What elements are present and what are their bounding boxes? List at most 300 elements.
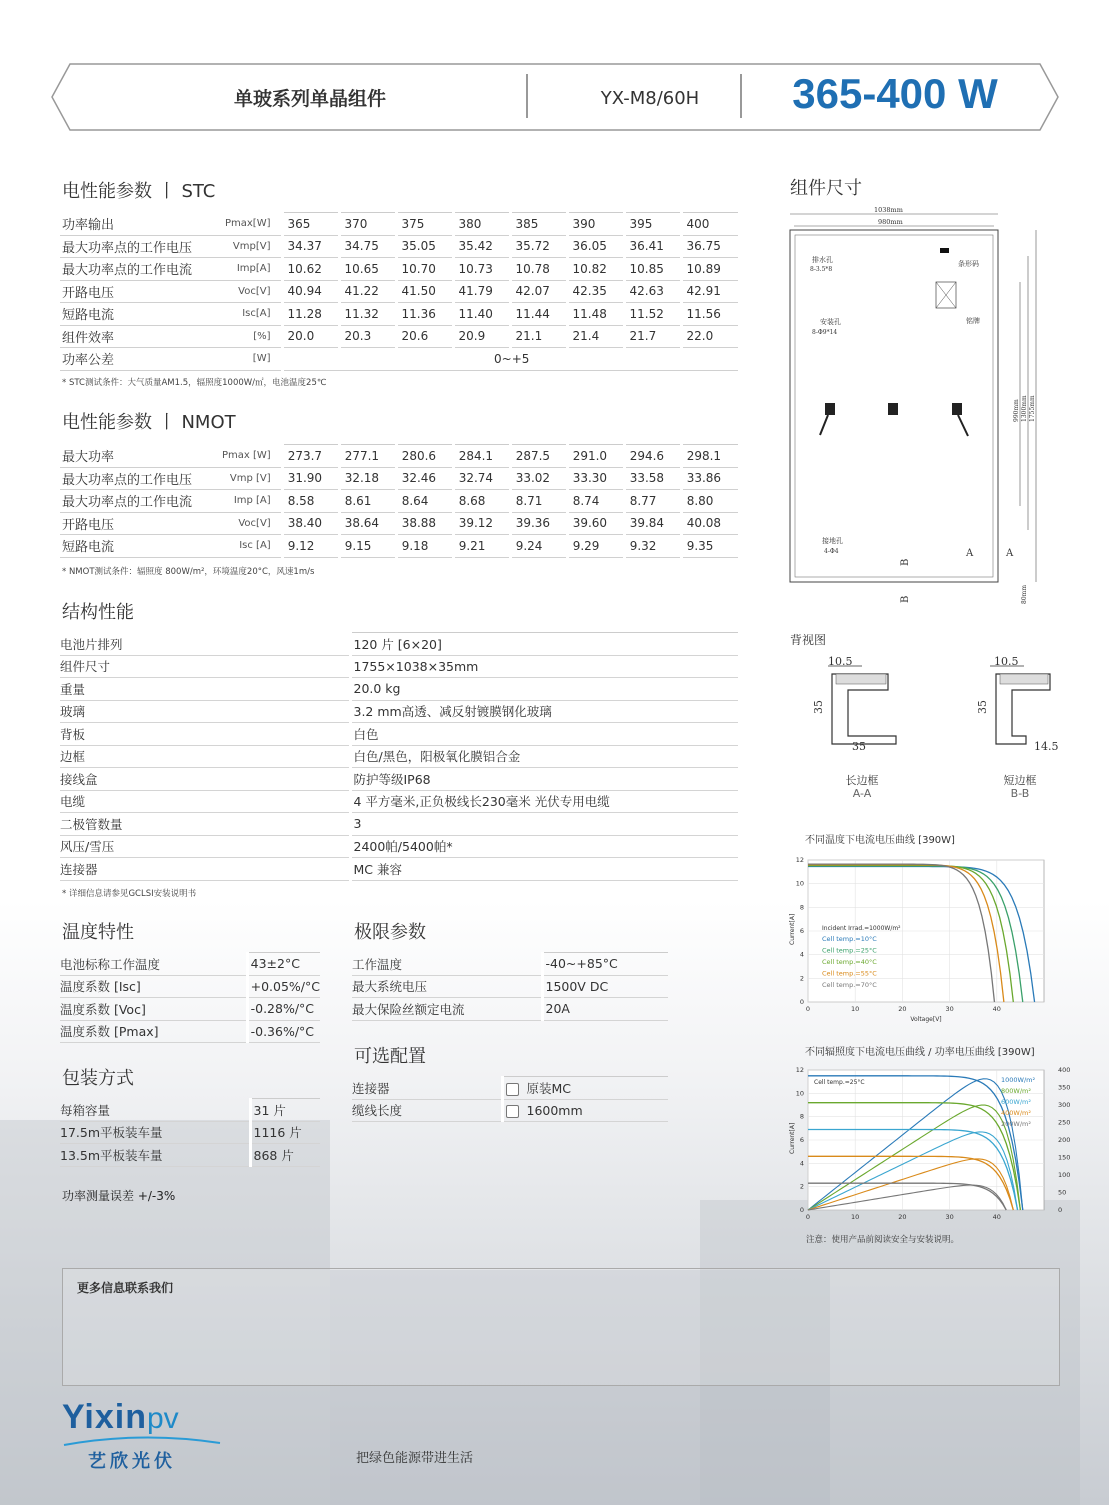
row-value: 38.88 xyxy=(396,512,453,535)
legend-entry: 600W/m² xyxy=(1001,1098,1031,1106)
row-value: 370 xyxy=(339,213,396,236)
mount-spec: 8-Φ9*14 xyxy=(812,329,838,336)
row-label: 最大功率点的工作电压 xyxy=(60,235,220,258)
kv-value: 3.2 mm高透、减反射镀膜钢化玻璃 xyxy=(353,704,552,720)
kv-value-cell xyxy=(350,745,738,768)
row-value: 9.18 xyxy=(396,535,453,558)
model-number: YX-M8/60H xyxy=(600,88,700,109)
row-label: 最大功率 xyxy=(60,445,220,468)
inner-width-label: 980mm xyxy=(878,218,903,226)
long-frame-sub: A-A xyxy=(852,787,872,800)
width-label: 1038mm xyxy=(874,206,903,214)
row-value: 10.78 xyxy=(510,258,567,281)
row-unit: Vmp [V] xyxy=(220,467,282,490)
kv-row xyxy=(352,975,668,998)
kv-value: 1500V DC xyxy=(545,978,609,994)
kv-value: 31 片 xyxy=(253,1102,286,1118)
long-frame-height: 35 xyxy=(812,700,825,714)
tolerance-value: 0~+5 xyxy=(282,348,738,371)
row-unit: Voc[V] xyxy=(220,280,282,303)
row-value: 375 xyxy=(396,213,453,236)
row-value: 395 xyxy=(624,213,681,236)
row-value: 40.08 xyxy=(681,512,738,535)
y2-tick-label: 350 xyxy=(1058,1083,1071,1092)
kv-value-cell xyxy=(542,953,668,976)
row-value: 287.5 xyxy=(510,445,567,468)
row-value: 9.32 xyxy=(624,535,681,558)
spec-row xyxy=(60,213,738,236)
limits-table xyxy=(352,952,668,1021)
row-value: 298.1 xyxy=(681,445,738,468)
kv-row xyxy=(60,723,738,746)
kv-label: 温度系数 [Pmax] xyxy=(60,1020,247,1043)
row-unit: Pmax[W] xyxy=(220,213,282,236)
row-value: 32.18 xyxy=(339,467,396,490)
kv-label: 连接器 xyxy=(352,1077,502,1100)
logo-name: Yixin xyxy=(62,1398,147,1436)
row-unit: Imp[A] xyxy=(220,258,282,281)
kv-value: 20A xyxy=(545,1001,570,1017)
kv-row xyxy=(60,835,738,858)
x-tick-label: 0 xyxy=(805,1005,811,1013)
short-frame-width: 14.5 xyxy=(1034,740,1059,753)
kv-row xyxy=(352,998,668,1021)
row-value: 10.82 xyxy=(567,258,624,281)
y2-tick-label: 200 xyxy=(1058,1136,1071,1144)
options-title: 可选配置 xyxy=(354,1046,426,1067)
iv-irrad-chart xyxy=(780,1062,1080,1222)
drain-label: 排水孔 xyxy=(812,256,833,264)
kv-label: 温度系数 [Voc] xyxy=(60,998,247,1021)
row-value: 22.0 xyxy=(681,325,738,348)
y-tick-label: 6 xyxy=(799,1136,804,1144)
y-tick-label: 6 xyxy=(799,927,804,935)
y-tick-label: 4 xyxy=(799,1159,804,1168)
row-unit: Isc[A] xyxy=(220,303,282,326)
kv-value-cell xyxy=(350,790,738,813)
kv-value: 868 片 xyxy=(253,1147,294,1163)
junction-box xyxy=(888,403,898,415)
y-tick-label: 0 xyxy=(799,998,804,1006)
row-label: 短路电流 xyxy=(60,535,220,558)
logo-cn: 艺欣光伏 xyxy=(88,1451,176,1472)
row-value: 11.52 xyxy=(624,303,681,326)
kv-row xyxy=(60,1020,320,1043)
x-tick-label: 10 xyxy=(851,1213,860,1221)
kv-label: 二极管数量 xyxy=(60,813,350,836)
legend-entry: Cell temp.=40°C xyxy=(822,958,877,966)
kv-label: 背板 xyxy=(60,723,350,746)
kv-row xyxy=(60,768,738,791)
header-divider xyxy=(740,74,742,118)
kv-label: 最大保险丝额定电流 xyxy=(352,998,542,1021)
row-value: 41.22 xyxy=(339,280,396,303)
row-value: 11.56 xyxy=(681,303,738,326)
kv-value: 原装MC xyxy=(526,1080,572,1096)
row-label: 开路电压 xyxy=(60,512,220,535)
structure-table xyxy=(60,632,738,881)
module-dimension-drawing xyxy=(780,200,1080,615)
row-value: 41.50 xyxy=(396,280,453,303)
kv-label: 连接器 xyxy=(60,858,350,881)
row-value: 365 xyxy=(282,213,339,236)
row-label: 功率输出 xyxy=(60,213,220,236)
row-value: 42.35 xyxy=(567,280,624,303)
row-value: 38.40 xyxy=(282,512,339,535)
legend-title: Cell temp.=25°C xyxy=(814,1079,865,1086)
kv-value: -0.36%/°C xyxy=(250,1023,315,1039)
legend-entry: Cell temp.=25°C xyxy=(822,946,877,955)
drain-spec: 8-3.5*8 xyxy=(810,266,833,273)
kv-row xyxy=(60,1121,320,1144)
row-value: 36.05 xyxy=(567,235,624,258)
back-view-label: 背视图 xyxy=(790,633,827,647)
kv-row xyxy=(60,858,738,881)
spec-row xyxy=(60,235,738,258)
packaging-table xyxy=(60,1098,320,1167)
glass-layer xyxy=(1000,674,1048,684)
long-frame-profile xyxy=(832,674,896,744)
row-value: 390 xyxy=(567,213,624,236)
short-frame-label: 短边框 xyxy=(1003,774,1037,787)
row-value: 10.70 xyxy=(396,258,453,281)
row-unit: Voc[V] xyxy=(220,512,282,535)
structure-note: * 详细信息请参见GCLSI安装说明书 xyxy=(62,889,197,899)
row-value: 10.89 xyxy=(681,258,738,281)
x-axis-label: Voltage[V] xyxy=(910,1016,942,1023)
short-frame-dim-top: 10.5 xyxy=(994,655,1019,668)
ground-label: 接地孔 xyxy=(822,537,843,545)
y-tick-label: 4 xyxy=(799,950,804,959)
kv-label: 重量 xyxy=(60,678,350,701)
option-checkbox[interactable] xyxy=(506,1083,519,1096)
logo-suffix: pv xyxy=(147,1402,179,1435)
kv-value: 1116 片 xyxy=(253,1125,302,1141)
legend-entry: 800W/m² xyxy=(1001,1087,1031,1095)
iv-temp-chart-title: 不同温度下电流电压曲线 [390W] xyxy=(805,835,955,846)
structure-title: 结构性能 xyxy=(62,602,134,623)
kv-label: 电池片排列 xyxy=(60,633,350,656)
row-value: 41.79 xyxy=(453,280,510,303)
junction-box xyxy=(952,403,962,415)
row-value: 11.36 xyxy=(396,303,453,326)
header-divider xyxy=(526,74,528,118)
row-label: 开路电压 xyxy=(60,280,220,303)
nmot-title: 电性能参数 丨 NMOT xyxy=(62,412,236,433)
row-value: 42.63 xyxy=(624,280,681,303)
legend-entry: 200W/m² xyxy=(1001,1120,1031,1128)
legend-entry: 1000W/m² xyxy=(1001,1076,1036,1084)
kv-value-cell xyxy=(247,998,320,1021)
y2-tick-label: 400 xyxy=(1058,1066,1071,1074)
row-value: 9.21 xyxy=(453,535,510,558)
contact-box xyxy=(62,1268,1060,1386)
row-unit: Pmax [W] xyxy=(220,445,282,468)
short-frame-height: 35 xyxy=(976,700,989,714)
row-value: 20.6 xyxy=(396,325,453,348)
legend-title: Incident Irrad.=1000W/m² xyxy=(822,925,901,932)
section-b-mark: B xyxy=(900,558,911,566)
row-value: 9.12 xyxy=(282,535,339,558)
barcode-mark xyxy=(940,248,949,253)
row-value: 31.90 xyxy=(282,467,339,490)
kv-value: 1755×1038×35mm xyxy=(353,658,479,674)
dimensions-title: 组件尺寸 xyxy=(790,178,862,199)
row-value: 35.72 xyxy=(510,235,567,258)
kv-value: -0.28%/°C xyxy=(250,1001,315,1017)
measurement-tolerance: 功率测量误差 +/-3% xyxy=(62,1189,176,1203)
row-value: 39.12 xyxy=(453,512,510,535)
nmot-table xyxy=(60,444,738,558)
short-frame-section xyxy=(976,655,1059,753)
row-label: 最大功率点的工作电流 xyxy=(60,258,220,281)
row-value: 20.9 xyxy=(453,325,510,348)
row-value: 39.60 xyxy=(567,512,624,535)
row-value: 11.40 xyxy=(453,303,510,326)
short-frame-sub: B-B xyxy=(1010,787,1030,800)
long-frame-section xyxy=(812,655,896,753)
kv-value: 防护等级IP68 xyxy=(353,771,431,787)
row-value: 8.80 xyxy=(681,490,738,513)
row-value: 32.46 xyxy=(396,467,453,490)
kv-value-cell xyxy=(350,633,738,656)
legend-entry: Cell temp.=70°C xyxy=(822,981,877,989)
kv-value-cell xyxy=(350,858,738,881)
kv-value-cell xyxy=(542,975,668,998)
row-value: 9.35 xyxy=(681,535,738,558)
row-value: 36.41 xyxy=(624,235,681,258)
x-tick-label: 30 xyxy=(945,1005,954,1013)
row-value: 20.3 xyxy=(339,325,396,348)
kv-value-cell xyxy=(350,700,738,723)
mount-label: 安装孔 xyxy=(820,318,841,326)
spec-row xyxy=(60,445,738,468)
y2-tick-label: 250 xyxy=(1058,1118,1071,1127)
row-label: 最大功率点的工作电流 xyxy=(60,490,220,513)
kv-value-cell xyxy=(350,678,738,701)
y2-tick-label: 300 xyxy=(1058,1101,1071,1109)
row-value: 9.24 xyxy=(510,535,567,558)
legend-entry: Cell temp.=55°C xyxy=(822,969,877,978)
row-value: 284.1 xyxy=(453,445,510,468)
row-value: 38.64 xyxy=(339,512,396,535)
row-value: 33.58 xyxy=(624,467,681,490)
row-value: 10.65 xyxy=(339,258,396,281)
row-value: 400 xyxy=(681,213,738,236)
kv-row xyxy=(60,700,738,723)
limits-title: 极限参数 xyxy=(354,922,426,943)
mount-dist-label: 1300mm xyxy=(1021,395,1028,422)
kv-value: 白色 xyxy=(353,726,379,742)
x-tick-label: 40 xyxy=(992,1005,1001,1013)
row-value: 9.15 xyxy=(339,535,396,558)
section-b-mark: B xyxy=(900,595,911,603)
kv-row xyxy=(60,813,738,836)
kv-row xyxy=(60,1099,320,1122)
kv-row xyxy=(352,1077,668,1100)
row-value: 35.05 xyxy=(396,235,453,258)
x-tick-label: 20 xyxy=(898,1213,907,1221)
row-value: 11.44 xyxy=(510,303,567,326)
nmot-note: * NMOT测试条件：辐照度 800W/m²，环境温度20°C，风速1m/s xyxy=(62,567,315,577)
row-unit: Vmp[V] xyxy=(220,235,282,258)
kv-row xyxy=(60,655,738,678)
stc-title: 电性能参数 丨 STC xyxy=(62,181,216,202)
kv-label: 工作温度 xyxy=(352,953,542,976)
row-value: 8.64 xyxy=(396,490,453,513)
row-value: 8.71 xyxy=(510,490,567,513)
kv-value: 2400帕/5400帕* xyxy=(353,839,453,855)
kv-value: 20.0 kg xyxy=(353,681,401,697)
row-value: 291.0 xyxy=(567,445,624,468)
row-label: 短路电流 xyxy=(60,303,220,326)
power-range: 365-400 W xyxy=(792,70,998,117)
kv-value: 43±2°C xyxy=(250,956,300,972)
long-frame-dim-top: 10.5 xyxy=(828,655,853,668)
y-axis-label: Current[A] xyxy=(789,913,796,945)
y2-tick-label: 50 xyxy=(1058,1188,1067,1197)
kv-label: 风压/雪压 xyxy=(60,835,350,858)
y-tick-label: 8 xyxy=(799,1112,804,1121)
kv-value-cell xyxy=(247,953,320,976)
contact-title: 更多信息联系我们 xyxy=(77,1281,174,1295)
row-value: 32.74 xyxy=(453,467,510,490)
row-value: 21.4 xyxy=(567,325,624,348)
row-value: 42.07 xyxy=(510,280,567,303)
chart-note: 注意：使用产品前阅读安全与安装说明。 xyxy=(806,1235,960,1245)
row-label: 最大功率点的工作电压 xyxy=(60,467,220,490)
kv-row xyxy=(60,745,738,768)
row-unit: [%] xyxy=(220,325,282,348)
kv-row xyxy=(60,975,320,998)
y-tick-label: 10 xyxy=(795,1089,804,1098)
kv-value-cell xyxy=(502,1099,668,1122)
iv-temp-chart xyxy=(780,850,1070,1030)
y-axis-label: Current[A] xyxy=(789,1122,796,1154)
options-table xyxy=(352,1076,668,1122)
row-value: 11.28 xyxy=(282,303,339,326)
row-value: 11.32 xyxy=(339,303,396,326)
spec-row xyxy=(60,490,738,513)
kv-value: +0.05%/°C xyxy=(250,978,320,994)
row-value: 8.74 xyxy=(567,490,624,513)
kv-label: 温度系数 [Isc] xyxy=(60,975,247,998)
short-frame-profile xyxy=(996,674,1050,744)
kv-value-cell xyxy=(350,655,738,678)
kv-row xyxy=(352,953,668,976)
row-value: 35.42 xyxy=(453,235,510,258)
kv-value-cell xyxy=(350,723,738,746)
kv-label: 接线盒 xyxy=(60,768,350,791)
kv-row xyxy=(60,998,320,1021)
row-unit: [W] xyxy=(220,348,282,371)
row-value: 36.75 xyxy=(681,235,738,258)
spec-row xyxy=(60,280,738,303)
row-value: 21.1 xyxy=(510,325,567,348)
kv-value: 1600mm xyxy=(526,1102,583,1118)
logo-swoosh xyxy=(62,1435,222,1447)
option-checkbox[interactable] xyxy=(506,1105,519,1118)
kv-value-cell xyxy=(250,1144,320,1167)
y-tick-label: 12 xyxy=(795,1066,804,1074)
row-value: 8.58 xyxy=(282,490,339,513)
edge-label: 80mm xyxy=(1021,584,1028,604)
kv-label: 玻璃 xyxy=(60,700,350,723)
iv-irrad-chart-title: 不同辐照度下电流电压曲线 / 功率电压曲线 [390W] xyxy=(805,1047,1035,1058)
y2-tick-label: 100 xyxy=(1058,1171,1071,1179)
slogan: 把绿色能源带进生活 xyxy=(356,1451,474,1466)
x-tick-label: 40 xyxy=(992,1213,1001,1221)
kv-label: 电池标称工作温度 xyxy=(60,953,247,976)
row-label: 组件效率 xyxy=(60,325,220,348)
row-value: 8.61 xyxy=(339,490,396,513)
kv-value-cell xyxy=(250,1121,320,1144)
kv-value-cell xyxy=(350,813,738,836)
row-value: 273.7 xyxy=(282,445,339,468)
length-label: 1755mm xyxy=(1029,395,1036,422)
kv-label: 17.5m平板装车量 xyxy=(60,1121,250,1144)
y2-tick-label: 0 xyxy=(1058,1206,1063,1214)
row-value: 20.0 xyxy=(282,325,339,348)
header-banner xyxy=(50,62,1060,132)
row-value: 39.84 xyxy=(624,512,681,535)
kv-value-cell xyxy=(247,1020,320,1043)
kv-value: 120 片 [6×20] xyxy=(353,636,442,652)
kv-value-cell xyxy=(502,1077,668,1100)
y2-tick-label: 150 xyxy=(1058,1153,1071,1162)
company-logo xyxy=(62,1398,222,1473)
row-value: 10.62 xyxy=(282,258,339,281)
kv-value: 4 平方毫米,正负极线长230毫米 光伏专用电缆 xyxy=(353,794,610,810)
y-tick-label: 0 xyxy=(799,1206,804,1214)
series-title: 单玻系列单晶组件 xyxy=(233,88,386,110)
spec-row xyxy=(60,303,738,326)
x-tick-label: 20 xyxy=(898,1005,907,1013)
y-tick-label: 2 xyxy=(799,1182,804,1191)
legend-entry: Cell temp.=10°C xyxy=(822,935,877,943)
row-value: 294.6 xyxy=(624,445,681,468)
y-tick-label: 8 xyxy=(799,903,804,912)
row-value: 10.85 xyxy=(624,258,681,281)
row-value: 39.36 xyxy=(510,512,567,535)
kv-value: 白色/黑色，阳极氧化膜铝合金 xyxy=(353,749,521,765)
y-tick-label: 12 xyxy=(795,856,804,864)
x-tick-label: 10 xyxy=(851,1005,860,1013)
row-value: 9.29 xyxy=(567,535,624,558)
barcode-label: 条形码 xyxy=(958,260,979,268)
spec-row xyxy=(60,512,738,535)
row-value: 33.86 xyxy=(681,467,738,490)
row-value: 33.02 xyxy=(510,467,567,490)
stc-note: * STC测试条件：大气质量AM1.5，辐照度1000W/㎡，电池温度25℃ xyxy=(62,378,327,388)
stc-table xyxy=(60,212,738,371)
kv-row xyxy=(352,1099,668,1122)
long-frame-width: 35 xyxy=(852,740,866,753)
kv-row xyxy=(60,953,320,976)
spec-row xyxy=(60,467,738,490)
kv-label: 13.5m平板装车量 xyxy=(60,1144,250,1167)
temperature-table xyxy=(60,952,320,1043)
section-a-mark: A xyxy=(1006,548,1014,559)
section-a-mark: A xyxy=(966,548,974,559)
tolerance-row xyxy=(60,348,738,371)
row-unit: Isc [A] xyxy=(220,535,282,558)
kv-value-cell xyxy=(350,768,738,791)
kv-row xyxy=(60,678,738,701)
junction-box xyxy=(825,403,835,415)
row-value: 33.30 xyxy=(567,467,624,490)
legend-entry: 400W/m² xyxy=(1001,1109,1031,1117)
